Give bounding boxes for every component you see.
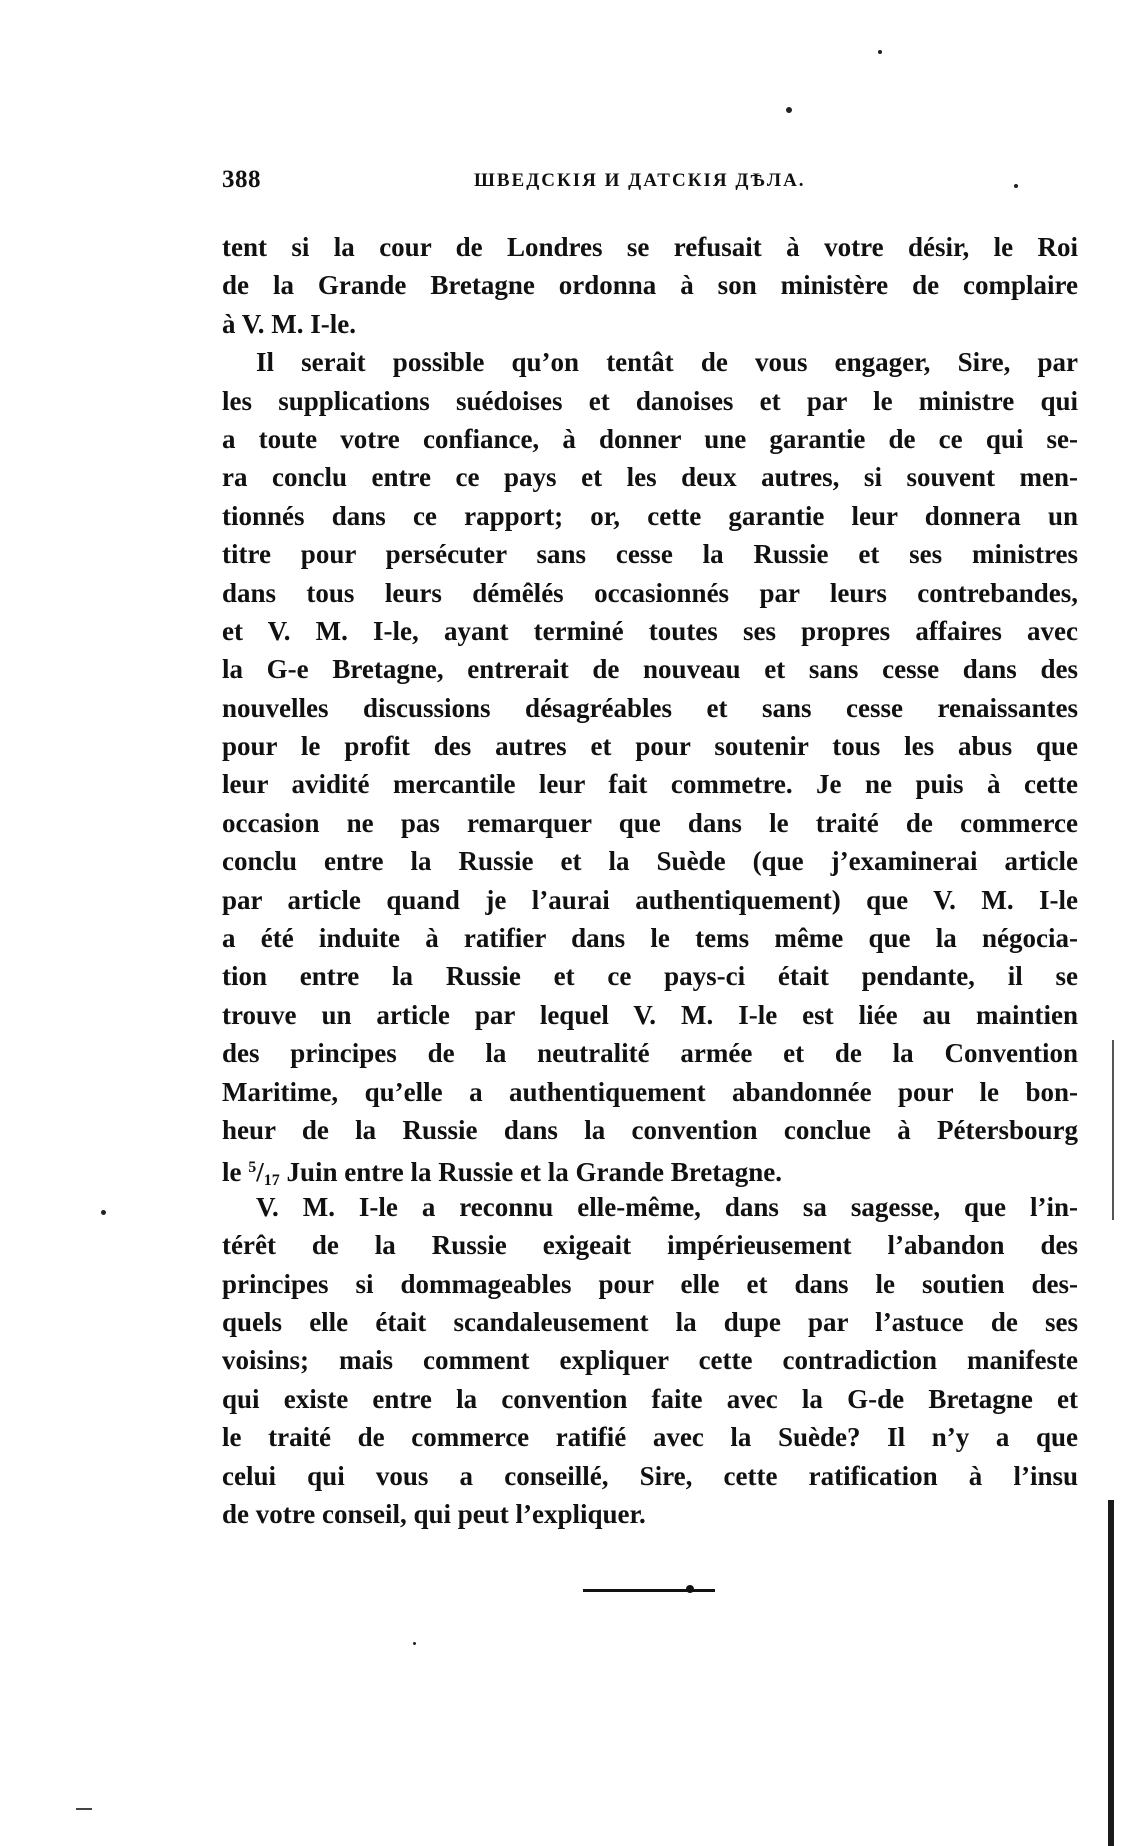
scan-edge-shadow	[1108, 1500, 1114, 1846]
text-line: leur avidité mercantile leur fait commetre. Je ne puis à cette	[222, 769, 1078, 800]
text-line: dans tous leurs démêlés occasionnés par leurs contrebandes,	[222, 577, 1078, 608]
text-line: a été induite à ratifier dans le tems même que la négocia-	[222, 923, 1078, 954]
text-line: titre pour persécuter sans cesse la Russie et ses ministres	[222, 539, 1078, 570]
scan-speck	[878, 50, 882, 54]
text-line: qui existe entre la convention faite avec la G-de Bretagne et	[222, 1383, 1078, 1414]
text-line: trouve un article par lequel V. M. I-le est liée au maintien	[222, 999, 1078, 1030]
text-line-with-date	[222, 1149, 1078, 1190]
scan-mark	[76, 1808, 92, 1810]
text-line: à V. M. I-le.	[222, 308, 356, 339]
text-line: principes si dommageables pour elle et dans le soutien des-	[222, 1268, 1078, 1299]
text-line: et V. M. I-le, ayant terminé toutes ses propres affaires avec	[222, 615, 1078, 646]
text-line: pour le profit des autres et pour soutenir tous les abus que	[222, 731, 1078, 762]
fraction-slash: /	[256, 1157, 264, 1188]
text-line: la G-e Bretagne, entrerait de nouveau et sans cesse dans des	[222, 654, 1078, 685]
scan-speck	[1014, 184, 1018, 188]
body-text	[222, 228, 1078, 1533]
date-suffix: Juin entre la Russie et la Grande Bretagne.	[286, 1157, 782, 1188]
text-line: conclu entre la Russie et la Suède (que j’examinerai article	[222, 846, 1078, 877]
text-line: ra conclu entre ce pays et les deux autres, si souvent men-	[222, 462, 1078, 493]
text-line: tion entre la Russie et ce pays-ci était pendante, il se	[222, 961, 1078, 992]
text-line: Maritime, qu’elle a authentiquement abandonnée pour le bon-	[222, 1076, 1078, 1107]
text-line: voisins; mais comment expliquer cette contradiction manifeste	[222, 1345, 1078, 1376]
text-line: le traité de commerce ratifié avec la Suède? Il n’y a que	[222, 1422, 1078, 1453]
scan-speck	[413, 1642, 416, 1645]
scan-edge-shadow	[1112, 1040, 1114, 1220]
text-line: heur de la Russie dans la convention conclue à Pétersbourg	[222, 1114, 1078, 1145]
date-fraction-denominator: 17	[263, 1172, 280, 1190]
paragraph-start-line: V. M. I-le a reconnu elle-même, dans sa sagesse, que l’in-	[256, 1191, 1078, 1222]
page-number: 388	[222, 166, 261, 193]
scan-speck	[101, 1210, 106, 1215]
text-line: celui qui vous a conseillé, Sire, cette ratification à l’insu	[222, 1460, 1078, 1491]
text-line: tent si la cour de Londres se refusait à votre désir, le Roi	[222, 232, 1078, 262]
text-line: de votre conseil, qui peut l’expliquer.	[222, 1498, 646, 1529]
text-line: tionnés dans ce rapport; or, cette garantie leur donnera un	[222, 500, 1078, 531]
running-title: ШВЕДСКІЯ И ДАТСКІЯ ДѢЛА.	[474, 170, 806, 191]
text-line: quels elle était scandaleusement la dupe par l’astuce de ses	[222, 1306, 1078, 1337]
text-line: térêt de la Russie exigeait impérieusement l’abandon des	[222, 1230, 1078, 1261]
text-line: les supplications suédoises et danoises et par le ministre qui	[222, 385, 1078, 416]
date-prefix: le	[222, 1157, 249, 1188]
text-line: par article quand je l’aurai authentiquement) que V. M. I-le	[222, 884, 1078, 915]
text-line: de la Grande Bretagne ordonna à son ministère de complaire	[222, 270, 1078, 301]
text-line: des principes de la neutralité armée et de la Convention	[222, 1038, 1078, 1069]
scan-speck	[786, 107, 792, 113]
paragraph-start-line: Il serait possible qu’on tentât de vous engager, Sire, par	[256, 347, 1078, 378]
date-fraction-numerator: 5	[248, 1159, 257, 1177]
text-line: occasion ne pas remarquer que dans le traité de commerce	[222, 807, 1078, 838]
page-header	[222, 166, 1082, 206]
text-line: nouvelles discussions désagréables et sans cesse renaissantes	[222, 692, 1078, 723]
text-line: a toute votre confiance, à donner une garantie de ce qui se-	[222, 423, 1078, 454]
end-rule	[583, 1589, 715, 1592]
end-rule-ornament	[686, 1585, 694, 1593]
